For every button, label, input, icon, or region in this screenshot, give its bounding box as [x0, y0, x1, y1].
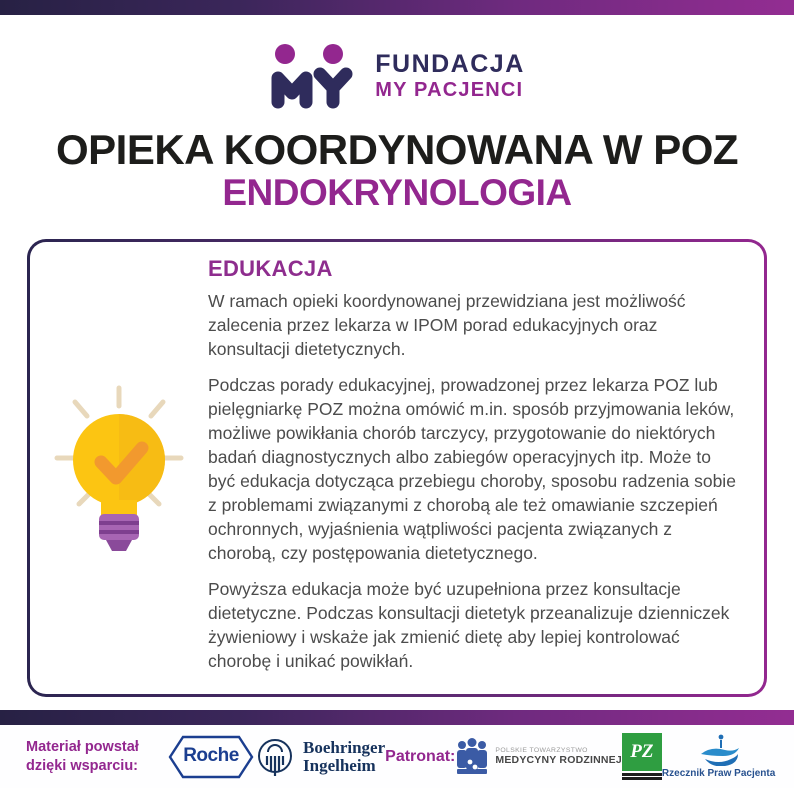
logo-text-fundacja: FUNDACJA: [375, 49, 525, 78]
my-people-icon: [269, 43, 359, 109]
pz-smallprint-stripe: [622, 777, 662, 780]
boehringer-emblem-icon: [254, 735, 296, 779]
patronat-label: Patronat:: [385, 747, 456, 765]
icon-column: [30, 242, 208, 694]
lightbulb-check-icon: [48, 382, 190, 554]
pz-logo: [622, 733, 662, 780]
boehringer-logo: [254, 735, 385, 779]
ptmr-people-icon: [455, 738, 489, 776]
ptmr-line1: POLSKIE TOWARZYSTWO: [495, 746, 588, 754]
pz-smallprint-stripe: [622, 773, 662, 776]
rpp-hands-icon: [695, 734, 743, 766]
pz-green-box: [622, 733, 662, 771]
roche-logo: [168, 735, 254, 779]
footer-gradient-bar: [0, 710, 794, 725]
page-subtitle: ENDOKRYNOLOGIA: [222, 172, 572, 213]
foundation-logo-text: [375, 49, 525, 102]
ptmr-logo-text: [495, 747, 622, 767]
content-card: [27, 239, 767, 697]
text-column: [208, 242, 764, 694]
top-gradient-bar: [0, 0, 794, 15]
logo-text-my-pacjenci: MY PACJENCI: [375, 79, 524, 102]
paragraph-3: Powyższa edukacja może być uzupełniona przez konsultacje dietetyczne. Podczas konsultacji dietetyk przeanalizuje dzienniczek żywieniowy i wskaże jak zmienić dietę aby lepiej kontrolować chorobę i unikać powikłań.: [208, 579, 730, 671]
ptmr-logo: [455, 738, 622, 776]
boehringer-line1: Boehringer: [303, 737, 386, 757]
rpp-logo: [662, 734, 775, 779]
paragraph-1: W ramach opieki koordynowanej przewidziana jest możliwość zalecenia przez lekarza w IPOM porad edukacyjnych oraz konsultacji dietetycznych.: [208, 291, 686, 359]
section-heading: EDUKACJA: [208, 256, 333, 281]
rpp-logo-text: Rzecznik Praw Pacjenta: [661, 768, 776, 779]
support-label: Materiał powstał dzięki wsparciu:: [26, 739, 139, 774]
pz-logo-text: PZ: [630, 741, 654, 762]
header: [0, 43, 794, 213]
foundation-logo: [0, 43, 794, 109]
content-card-inner: [30, 242, 764, 694]
ptmr-line2: MEDYCYNY RODZINNEJ: [495, 754, 622, 767]
footer: [0, 725, 794, 788]
boehringer-logo-text: [303, 739, 385, 775]
page-title: OPIEKA KOORDYNOWANA W POZ: [55, 126, 739, 173]
boehringer-line2: Ingelheim: [303, 755, 376, 775]
paragraph-2: Podczas porady edukacyjnej, prowadzonej przez lekarza POZ lub pielęgniarkę POZ można omówić m.in. sposób przyjmowania leków, możliwe powikłania chorób tarczycy, przygotowanie do niektórych badań diagnostycznych albo zabiegów operacyjnych itp. Może to być edukacja dotycząca przebiegu choroby, sposobu radzenia sobie z problemami związanymi z chorobą ale też omawianie szczepień ochronnych, wyjaśnienia wątpliwości pacjenta związanych z chorobą, czy postępowania dietetycznego.: [208, 375, 736, 563]
roche-logo-text: Roche: [183, 744, 239, 766]
